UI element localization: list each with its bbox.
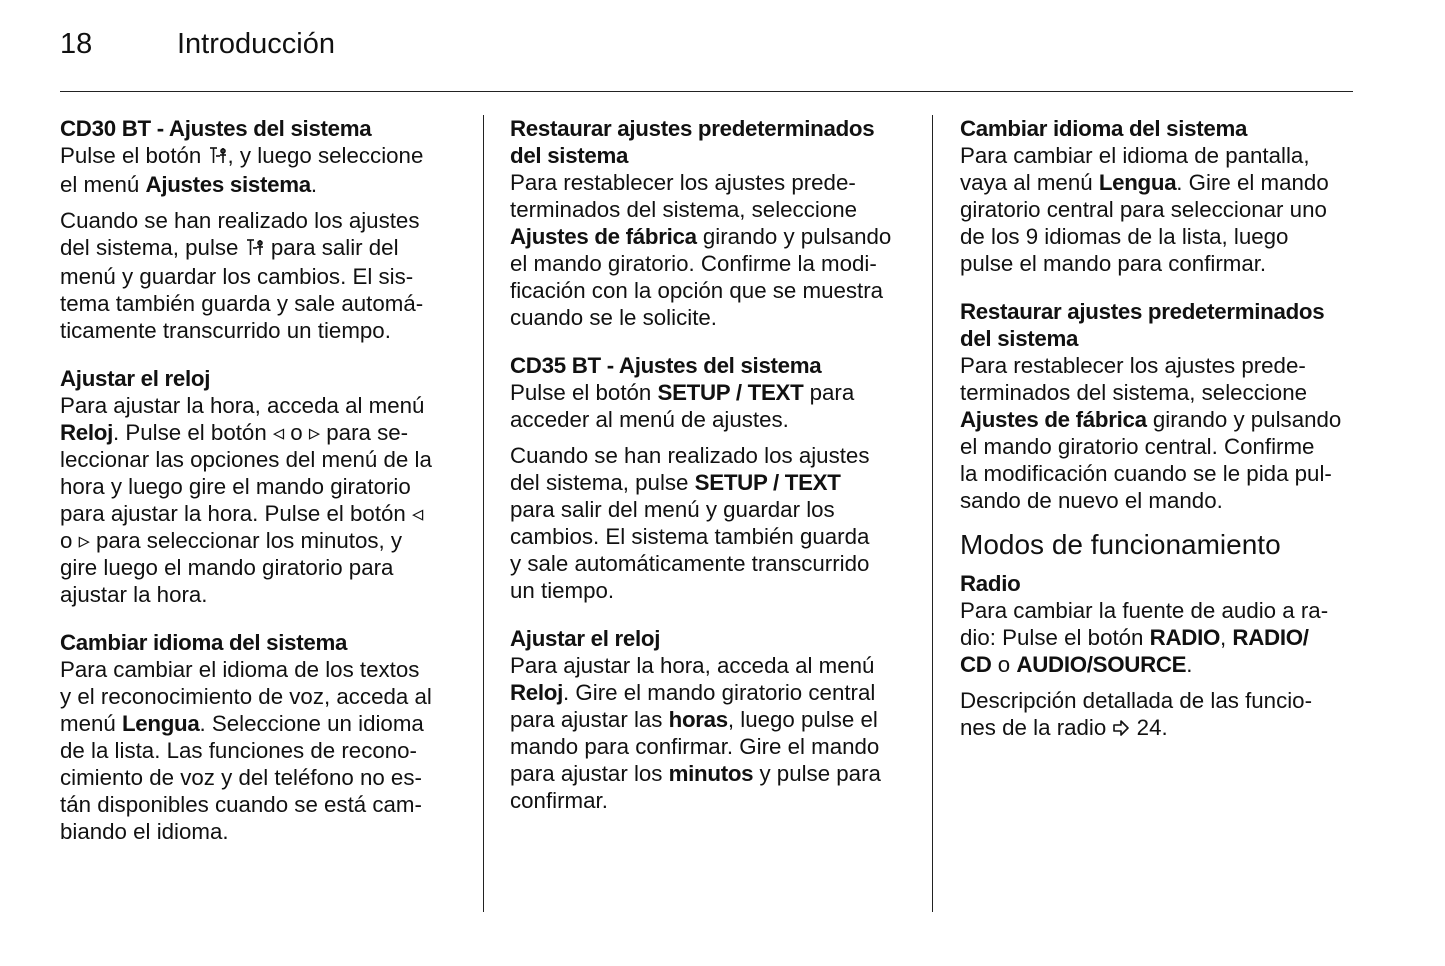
text: Para cambiar la fuente de audio a ra- <box>960 598 1329 623</box>
text: Cambiar idioma del sistema <box>960 116 1248 141</box>
text: Modos de funcionamiento <box>960 529 1281 560</box>
text-line <box>960 298 1370 325</box>
text: 24. <box>1130 715 1168 740</box>
paragraph <box>960 597 1370 678</box>
text-line <box>510 577 920 604</box>
text-line <box>960 352 1370 379</box>
text-line <box>960 406 1370 433</box>
text: tán disponibles cuando se está cam- <box>60 792 422 817</box>
bold-text: RADIO <box>1149 625 1221 650</box>
page-reference-arrow-icon <box>1112 716 1130 743</box>
text: mando para confirmar. Gire el mando <box>510 734 880 759</box>
page-title: Introducción <box>177 28 335 60</box>
paragraph <box>510 379 920 433</box>
text: Para ajustar la hora, acceda al menú <box>510 653 875 678</box>
text: Radio <box>960 571 1021 596</box>
subheading <box>60 629 470 656</box>
text-line <box>60 207 470 234</box>
text: y el reconocimiento de voz, acceda al <box>60 684 432 709</box>
bold-text: RADIO/ <box>1232 625 1309 650</box>
text: tema también guarda y sale automá- <box>60 291 424 316</box>
paragraph <box>960 142 1370 277</box>
text: pulse el mando para confirmar. <box>960 251 1267 276</box>
text: cimiento de voz y del teléfono no es- <box>60 765 422 790</box>
text-line <box>60 317 470 344</box>
text-line <box>510 523 920 550</box>
text-line <box>60 419 470 446</box>
text: el mando giratorio. Confirme la modi- <box>510 251 877 276</box>
text-line <box>60 446 470 473</box>
text-line <box>510 652 920 679</box>
text-line <box>960 379 1370 406</box>
text-line <box>510 277 920 304</box>
text: dio: Pulse el botón <box>960 625 1150 650</box>
text: . <box>310 172 318 197</box>
text-line <box>960 169 1370 196</box>
subheading <box>60 115 470 142</box>
text: nes de la radio <box>960 715 1113 740</box>
text: ajustar la hora. <box>60 582 208 607</box>
bold-text: SETUP / TEXT <box>657 380 804 405</box>
text-line <box>60 818 470 845</box>
text-line <box>510 250 920 277</box>
paragraph <box>510 652 920 814</box>
text: sando de nuevo el mando. <box>960 488 1223 513</box>
text: Para restablecer los ajustes prede- <box>960 353 1306 378</box>
text-line <box>960 687 1370 714</box>
bold-text: Ajustes de fábrica <box>510 224 697 249</box>
text-line <box>60 527 470 554</box>
text: acceder al menú de ajustes. <box>510 407 789 432</box>
text: Ajustar el reloj <box>60 366 211 391</box>
text-line <box>60 710 470 737</box>
text-line <box>60 500 470 527</box>
text: Restaurar ajustes predeterminados <box>510 116 875 141</box>
text: Para cambiar el idioma de los textos <box>60 657 420 682</box>
text: para ajustar los <box>510 761 669 786</box>
column-3 <box>960 115 1370 743</box>
text-line <box>960 196 1370 223</box>
text-line <box>60 554 470 581</box>
text-line <box>960 597 1370 624</box>
text: terminados del sistema, seleccione <box>960 380 1308 405</box>
text: leccionar las opciones del menú de la <box>60 447 432 472</box>
text-line <box>960 487 1370 514</box>
text-line <box>960 250 1370 277</box>
text: para salir del menú y guardar los <box>510 497 835 522</box>
text-line <box>510 115 920 142</box>
bold-text: CD <box>960 652 992 677</box>
text-line <box>60 365 470 392</box>
column-divider <box>483 115 484 912</box>
text: cuando se le solicite. <box>510 305 717 330</box>
text: menú <box>60 711 122 736</box>
text: Cuando se han realizado los ajustes <box>60 208 420 233</box>
text-line <box>510 406 920 433</box>
text: o ▹ para seleccionar los minutos, y <box>60 528 403 553</box>
text-line <box>60 656 470 683</box>
text: Para restablecer los ajustes prede- <box>510 170 856 195</box>
text: girando y pulsando <box>696 224 892 249</box>
text-line <box>960 528 1370 562</box>
text-line <box>510 169 920 196</box>
text: , <box>1220 625 1233 650</box>
header-rule <box>60 91 1353 92</box>
column-2 <box>510 115 920 814</box>
text-line <box>960 714 1370 743</box>
paragraph <box>510 169 920 331</box>
column-1 <box>60 115 470 845</box>
text-line <box>960 223 1370 250</box>
text: Descripción detallada de las funcio- <box>960 688 1312 713</box>
text-line <box>960 624 1370 651</box>
subheading <box>960 115 1370 142</box>
text: del sistema <box>510 143 629 168</box>
text-line <box>60 737 470 764</box>
text-line <box>960 460 1370 487</box>
text-line <box>510 442 920 469</box>
text: . Gire el mando giratorio central <box>563 680 876 705</box>
text: Ajustar el reloj <box>510 626 661 651</box>
bold-text: horas <box>668 707 728 732</box>
text: de los 9 idiomas de la lista, luego <box>960 224 1289 249</box>
text: ticamente transcurrido un tiempo. <box>60 318 391 343</box>
text: el menú <box>60 172 146 197</box>
paragraph <box>510 442 920 604</box>
text-line <box>510 679 920 706</box>
text: de la lista. Las funciones de recono- <box>60 738 417 763</box>
text: para ajustar las <box>510 707 669 732</box>
subheading <box>60 365 470 392</box>
settings-icon <box>208 144 228 171</box>
text: biando el idioma. <box>60 819 229 844</box>
text-line <box>510 469 920 496</box>
text: del sistema, pulse <box>510 470 695 495</box>
text: gire luego el mando giratorio para <box>60 555 394 580</box>
text-line <box>960 142 1370 169</box>
settings-icon <box>245 236 265 263</box>
column-divider <box>932 115 933 912</box>
text: , luego pulse el <box>727 707 878 732</box>
text-line <box>510 142 920 169</box>
text-line <box>510 496 920 523</box>
text: del sistema <box>960 326 1079 351</box>
text-line <box>510 196 920 223</box>
text: Para cambiar el idioma de pantalla, <box>960 143 1310 168</box>
text-line <box>510 352 920 379</box>
text-line <box>510 223 920 250</box>
text-line <box>60 263 470 290</box>
text-line <box>60 473 470 500</box>
text-line <box>60 791 470 818</box>
text-line <box>60 764 470 791</box>
text: Para ajustar la hora, acceda al menú <box>60 393 425 418</box>
text-line <box>510 787 920 814</box>
subheading <box>510 625 920 652</box>
paragraph <box>960 352 1370 514</box>
text-line <box>60 629 470 656</box>
text-line <box>60 290 470 317</box>
text: , y luego seleccione <box>227 143 424 168</box>
bold-text: Lengua <box>121 711 200 736</box>
text-line <box>60 115 470 142</box>
page-number: 18 <box>60 28 93 60</box>
text-line <box>510 304 920 331</box>
text-line <box>960 325 1370 352</box>
text: girando y pulsando <box>1146 407 1342 432</box>
text: la modificación cuando se le pida pul- <box>960 461 1332 486</box>
subheading <box>960 570 1370 597</box>
text: CD30 BT - Ajustes del sistema <box>60 116 372 141</box>
text-line <box>510 625 920 652</box>
text: menú y guardar los cambios. El sis- <box>60 264 414 289</box>
text: y pulse para <box>753 761 881 786</box>
bold-text: SETUP / TEXT <box>694 470 841 495</box>
text: o <box>991 652 1017 677</box>
text: CD35 BT - Ajustes del sistema <box>510 353 822 378</box>
paragraph <box>60 207 470 344</box>
text-line <box>960 433 1370 460</box>
text-line <box>510 760 920 787</box>
text-line <box>60 171 470 198</box>
text-line <box>960 570 1370 597</box>
text: hora y luego gire el mando giratorio <box>60 474 411 499</box>
text: terminados del sistema, seleccione <box>510 197 858 222</box>
text: . <box>1186 652 1193 677</box>
text: el mando giratorio central. Confirme <box>960 434 1315 459</box>
text-line <box>510 550 920 577</box>
text: y sale automáticamente transcurrido <box>510 551 870 576</box>
text: . Gire el mando <box>1176 170 1329 195</box>
text: Restaurar ajustes predeterminados <box>960 299 1325 324</box>
text: Cuando se han realizado los ajustes <box>510 443 870 468</box>
text: vaya al menú <box>960 170 1099 195</box>
text: un tiempo. <box>510 578 615 603</box>
text: para <box>803 380 855 405</box>
text: . Pulse el botón ◃ o ▹ para se- <box>113 420 409 445</box>
bold-text: AUDIO/SOURCE <box>1016 652 1187 677</box>
text: cambios. El sistema también guarda <box>510 524 870 549</box>
paragraph <box>60 142 470 198</box>
text: Pulse el botón <box>60 143 208 168</box>
subheading <box>510 115 920 169</box>
text-line <box>960 115 1370 142</box>
paragraph <box>60 392 470 608</box>
text-line <box>60 581 470 608</box>
text: . Seleccione un idioma <box>199 711 424 736</box>
text-line <box>510 379 920 406</box>
paragraph <box>60 656 470 845</box>
text: giratorio central para seleccionar uno <box>960 197 1327 222</box>
text: para salir del <box>264 235 399 260</box>
subheading <box>960 298 1370 352</box>
text: Cambiar idioma del sistema <box>60 630 348 655</box>
text: Pulse el botón <box>510 380 658 405</box>
section-heading <box>960 528 1370 562</box>
bold-text: Lengua <box>1098 170 1177 195</box>
text: ficación con la opción que se muestra <box>510 278 884 303</box>
bold-text: Ajustes de fábrica <box>960 407 1147 432</box>
subheading <box>510 352 920 379</box>
paragraph <box>960 687 1370 743</box>
bold-text: Reloj <box>60 420 114 445</box>
bold-text: minutos <box>668 761 754 786</box>
text-line <box>60 234 470 263</box>
text-line <box>60 683 470 710</box>
text-line <box>510 733 920 760</box>
text: para ajustar la hora. Pulse el botón ◃ <box>60 501 424 526</box>
text: confirmar. <box>510 788 608 813</box>
text-line <box>60 392 470 419</box>
text-line <box>510 706 920 733</box>
text-line <box>60 142 470 171</box>
text: del sistema, pulse <box>60 235 245 260</box>
text-line <box>960 651 1370 678</box>
bold-text: Ajustes sistema <box>145 172 311 197</box>
bold-text: Reloj <box>510 680 564 705</box>
